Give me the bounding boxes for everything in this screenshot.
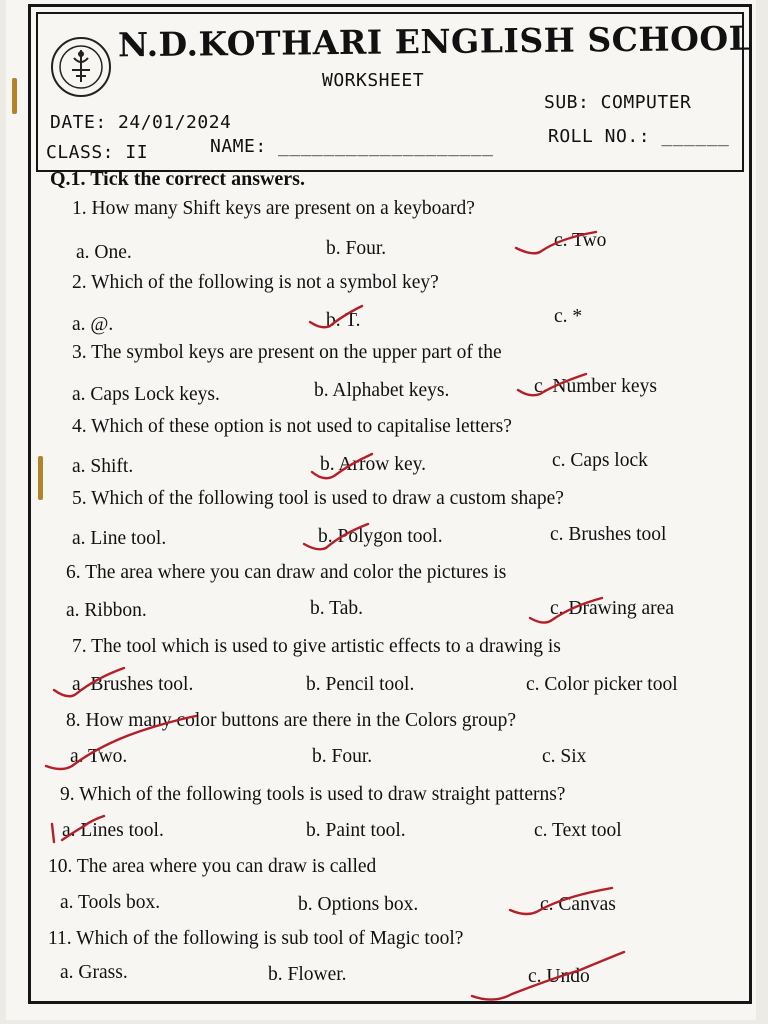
question-text: 8. How many color buttons are there in the Colors group? bbox=[66, 710, 517, 731]
option-b[interactable]: b. Options box. bbox=[298, 894, 419, 915]
class-label: CLASS: II bbox=[46, 142, 149, 163]
option-a[interactable]: a. Tools box. bbox=[60, 892, 161, 913]
option-a[interactable]: a. Shift. bbox=[72, 456, 134, 477]
option-b[interactable]: b. Polygon tool. bbox=[318, 526, 443, 547]
option-a[interactable]: a. Two. bbox=[70, 746, 128, 767]
option-c[interactable]: c. * bbox=[554, 306, 583, 327]
question-text: 5. Which of the following tool is used to draw a custom shape? bbox=[72, 488, 564, 509]
question-text: 2. Which of the following is not a symbol key? bbox=[72, 272, 439, 293]
option-c[interactable]: c. Color picker tool bbox=[526, 674, 678, 695]
option-a[interactable]: a. Brushes tool. bbox=[72, 674, 194, 695]
worksheet-label: WORKSHEET bbox=[322, 70, 425, 91]
option-a[interactable]: a. Grass. bbox=[60, 962, 128, 983]
binder-pin bbox=[12, 78, 17, 114]
option-c[interactable]: c. Number keys bbox=[534, 376, 657, 397]
option-c[interactable]: c. Two bbox=[554, 230, 607, 251]
question-text: 9. Which of the following tools is used to draw straight patterns? bbox=[60, 784, 566, 805]
option-a[interactable]: a. Ribbon. bbox=[66, 600, 147, 621]
option-a[interactable]: a. Lines tool. bbox=[62, 820, 164, 841]
option-b[interactable]: b. Four. bbox=[326, 238, 387, 259]
question-text: 1. How many Shift keys are present on a keyboard? bbox=[72, 198, 475, 219]
question-text: 6. The area where you can draw and color the pictures is bbox=[66, 562, 507, 583]
option-b[interactable]: b. Paint tool. bbox=[306, 820, 406, 841]
school-name: N.D.KOTHARI ENGLISH SCHOOL bbox=[117, 18, 753, 65]
question-text: 7. The tool which is used to give artistic effects to a drawing is bbox=[72, 636, 561, 657]
subject-label: SUB: COMPUTER bbox=[544, 92, 692, 113]
option-c[interactable]: c. Undo bbox=[528, 966, 590, 987]
question-text: 11. Which of the following is sub tool of Magic tool? bbox=[48, 928, 464, 949]
option-c[interactable]: c. Six bbox=[542, 746, 587, 767]
roll-number-label: ROLL NO.: ______ bbox=[548, 126, 730, 147]
option-c[interactable]: c. Brushes tool bbox=[550, 524, 667, 545]
question-text: 10. The area where you can draw is called bbox=[48, 856, 377, 877]
section-heading: Q.1. Tick the correct answers. bbox=[50, 168, 305, 190]
question-text: 3. The symbol keys are present on the upper part of the bbox=[72, 342, 502, 363]
option-a[interactable]: a. Line tool. bbox=[72, 528, 167, 549]
option-a[interactable]: a. One. bbox=[76, 242, 132, 263]
option-b[interactable]: b. Tab. bbox=[310, 598, 363, 619]
option-b[interactable]: b. Pencil tool. bbox=[306, 674, 415, 695]
option-c[interactable]: c. Caps lock bbox=[552, 450, 648, 471]
option-a[interactable]: a. @. bbox=[72, 314, 114, 335]
option-c[interactable]: c. Canvas bbox=[540, 894, 616, 915]
name-field-label: NAME: ___________________ bbox=[210, 136, 494, 157]
option-b[interactable]: b. Arrow key. bbox=[320, 454, 426, 475]
option-b[interactable]: b. Flower. bbox=[268, 964, 347, 985]
option-b[interactable]: b. Alphabet keys. bbox=[314, 380, 450, 401]
option-c[interactable]: c. Drawing area bbox=[550, 598, 674, 619]
option-a[interactable]: a. Caps Lock keys. bbox=[72, 384, 220, 405]
option-b[interactable]: b. Four. bbox=[312, 746, 373, 767]
date-label: DATE: 24/01/2024 bbox=[50, 112, 232, 133]
question-text: 4. Which of these option is not used to capitalise letters? bbox=[72, 416, 512, 437]
option-c[interactable]: c. Text tool bbox=[534, 820, 622, 841]
school-logo-icon bbox=[50, 36, 112, 98]
option-b[interactable]: b. T. bbox=[326, 310, 361, 331]
